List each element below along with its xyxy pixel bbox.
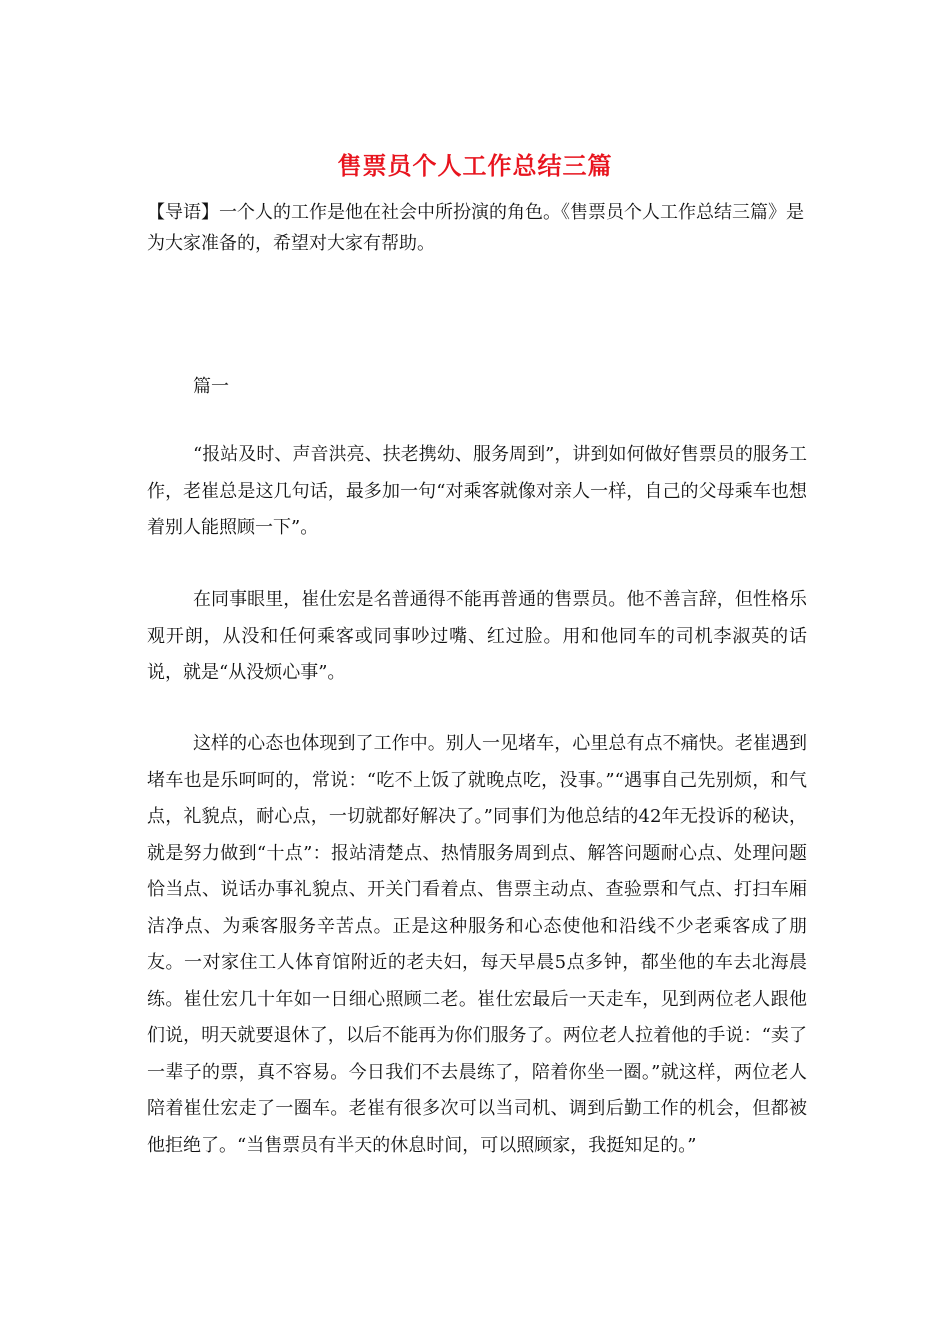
intro-paragraph: 【导语】一个人的工作是他在社会中所扮演的角色。《售票员个人工作总结三篇》是为大家准备的，希望对大家有帮助。: [147, 202, 804, 254]
section-label: 篇一: [193, 376, 229, 397]
body-paragraph: “报站及时、声音洪亮、扶老携幼、服务周到”，讲到如何做好售票员的服务工作，老崔总是这几句话，最多加一句“对乘客就像对亲人一样，自己的父母乘车也想着别人能照顾一下”。: [147, 444, 807, 538]
body-paragraph: 这样的心态也体现到了工作中。别人一见堵车，心里总有点不痛快。老崔遇到堵车也是乐呵呵的，常说：“吃不上饭了就晚点吃，没事。”“遇事自己先别烦，和气点，礼貌点，耐心点，一切就都好解决了。”同事们为他总结的42年无投诉的秘诀，就是努力做到“十点”：报站清楚点、热情服务周到点、解答问题耐心点、处理问题恰当点、说话办事礼貌点、开关门看着点、售票主动点、查验票和气点、打扫车厢洁净点、为乘客服务辛苦点。正是这种服务和心态使他和沿线不少老乘客成了朋友。一对家住工人体育馆附近的老夫妇，每天早晨5点多钟，都坐他的车去北海晨练。崔仕宏几十年如一日细心照顾二老。崔仕宏最后一天走车，见到两位老人跟他们说，明天就要退休了，以后不能再为你们服务了。两位老人拉着他的手说：“卖了一辈子的票，真不容易。今日我们不去晨练了，陪着你坐一圈。”就这样，两位老人陪着崔仕宏走了一圈车。老崔有很多次可以当司机、调到后勤工作的机会，但都被他拒绝了。“当售票员有半天的休息时间，可以照顾家，我挺知足的。”: [147, 733, 807, 1156]
body-paragraph: 在同事眼里，崔仕宏是名普通得不能再普通的售票员。他不善言辞，但性格乐观开朗，从没和任何乘客或同事吵过嘴、红过脸。用和他同车的司机李淑英的话说，就是“从没烦心事”。: [147, 589, 807, 683]
document-title: 售票员个人工作总结三篇: [337, 151, 613, 180]
